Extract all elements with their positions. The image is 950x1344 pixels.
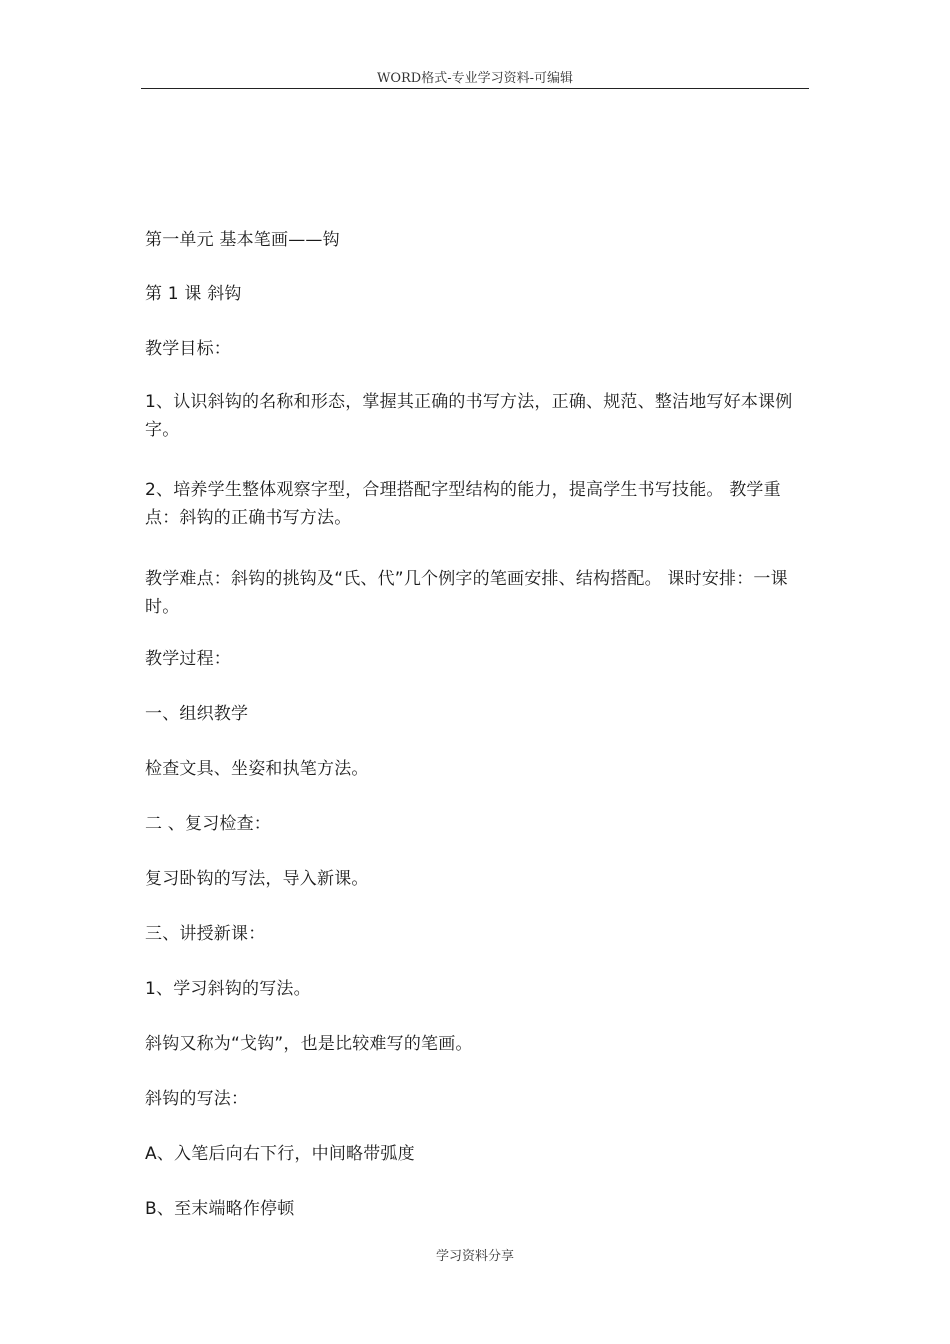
- page-header: WORD格式-专业学习资料-可编辑: [376, 71, 574, 86]
- step-3-heading: 三、讲授新课：: [145, 924, 266, 944]
- step-2-text: 复习卧钩的写法，导入新课。: [145, 869, 369, 889]
- step-3-item-1: 1、学习斜钩的写法。: [145, 979, 311, 999]
- objective-1: 1、认识斜钩的名称和形态，掌握其正确的书写方法，正确、规范、整洁地写好本课例字。: [145, 392, 793, 440]
- step-3-desc: 斜钩又称为“戈钩”，也是比较难写的笔画。: [145, 1034, 473, 1054]
- step-2-heading: 二 、复习检查：: [145, 814, 272, 834]
- step-1-text: 检查文具、坐姿和执笔方法。: [145, 759, 369, 779]
- method-a: A、入笔后向右下行，中间略带弧度: [145, 1144, 415, 1164]
- objectives-heading: 教学目标：: [145, 339, 231, 359]
- teaching-difficulty: 教学难点：斜钩的挑钩及“氏、代”几个例字的笔画安排、结构搭配。 课时安排：一课时。: [145, 569, 788, 617]
- process-heading: 教学过程：: [145, 649, 231, 669]
- document-body: [145, 226, 810, 1223]
- step-1-heading: 一、组织教学: [145, 704, 249, 724]
- page-footer: 学习资料分享: [435, 1249, 514, 1264]
- header-rule: [141, 88, 809, 89]
- objective-2: 2、培养学生整体观察字型，合理搭配字型结构的能力，提高学生书写技能。 教学重点：斜钩的正确书写方法。: [145, 480, 781, 528]
- method-heading: 斜钩的写法：: [145, 1089, 249, 1109]
- unit-title: 第一单元 基本笔画——钩: [145, 230, 340, 250]
- lesson-title: 第 1 课 斜钩: [145, 284, 242, 304]
- method-b: B、至末端略作停顿: [145, 1199, 295, 1219]
